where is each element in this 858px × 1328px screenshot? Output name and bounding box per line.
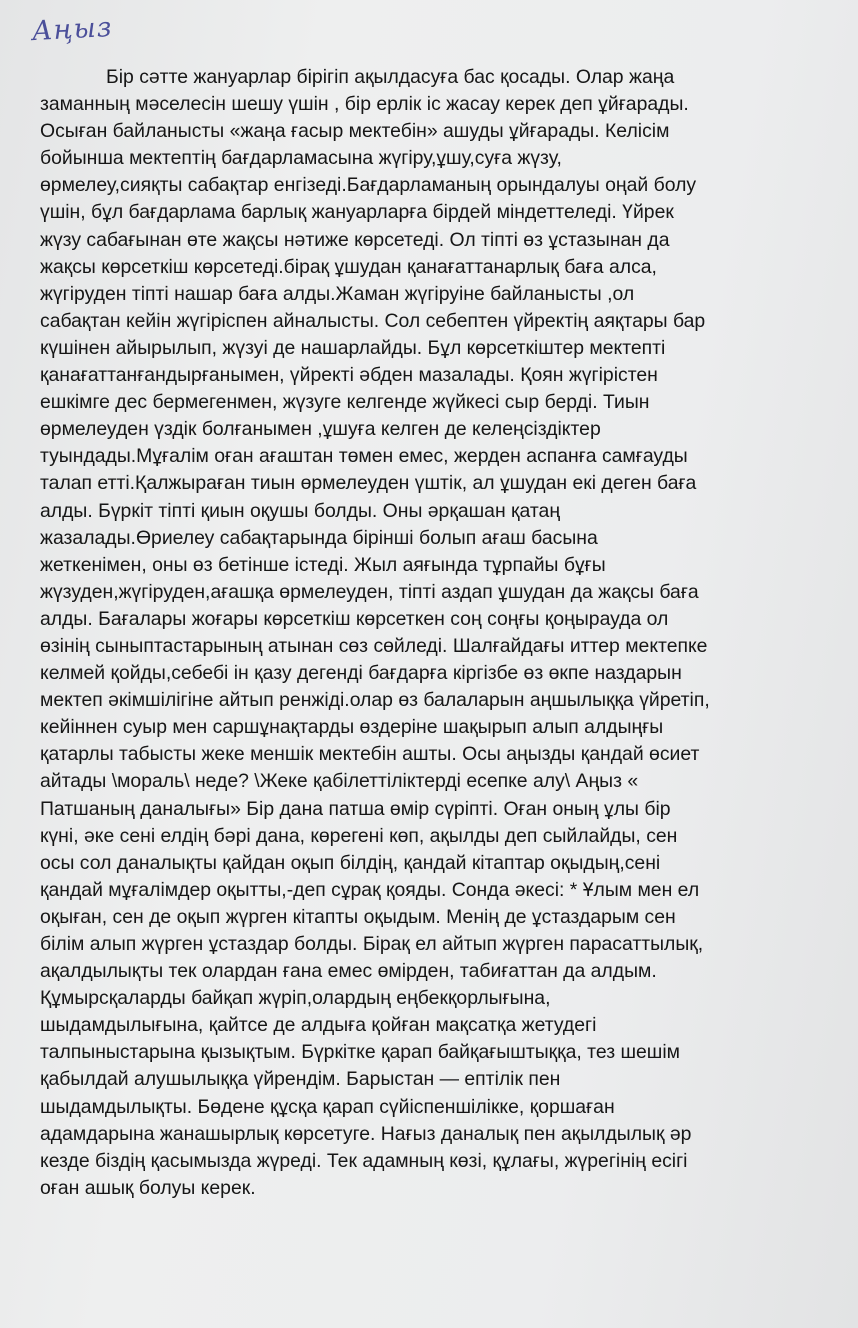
text-line: Құмырсқаларды байқап жүріп,олардың еңбекқорлығына, bbox=[40, 987, 551, 1010]
text-line: мектеп әкімшілігіне айтып ренжіді.олар өз балаларын аңшылыққа үйретіп, bbox=[40, 689, 710, 712]
text-line: білім алып жүрген ұстаздар болды. Бірақ ел айтып жүрген парасаттылық, bbox=[40, 933, 704, 955]
text-line: ешкімге дес бермегенмен, жүзуге келгенде жүйкесі сыр берді. Тиын bbox=[40, 391, 650, 414]
text-line: келмей қойды,себебі ін қазу дегенді бағдарға кіргізбе өз өкпе наздарын bbox=[40, 662, 682, 685]
text-line: осы сол даналықты қайдан оқып білдің, қандай кітаптар оқыдың,сені bbox=[40, 851, 661, 874]
text-line: жүзуден,жүгіруден,ағашқа өрмелеуден, тіпті аздап ұшудан да жақсы баға bbox=[40, 580, 699, 603]
text-line: үшін, бұл бағдарлама барлық жануарларға бірдей міндеттеледі. Үйрек bbox=[40, 201, 674, 224]
text-line: кезде біздің қасымызда жүреді. Тек адамның көзі, құлағы, жүрегінің есігі bbox=[40, 1149, 688, 1172]
text-line: туындады.Мұғалім оған ағаштан төмен емес, жерден аспанға самғауды bbox=[40, 445, 688, 468]
text-line: Осыған байланысты «жаңа ғасыр мектебін» ашуды ұйғарады. Келісім bbox=[40, 120, 670, 143]
text-line: алды. Бүркіт тіпті қиын оқушы болды. Оны әрқашан қатаң bbox=[40, 499, 561, 522]
text-line: қабылдай алушылыққа үйрендім. Барыстан — ептілік пен bbox=[40, 1068, 561, 1091]
text-line: Патшаның даналығы» Бір дана патша өмір сүріпті. Оған оның ұлы бір bbox=[40, 797, 671, 820]
text-line: қатарлы табысты жеке меншік мектебін ашты. Осы аңызды қандай өсиет bbox=[40, 743, 700, 766]
text-line: оған ашық болуы керек. bbox=[40, 1176, 256, 1199]
text-line: сабақтан кейін жүгіріспен айналысты. Сол себептен үйректің аяқтары бар bbox=[40, 309, 706, 332]
text-line: талап етті.Қалжыраған тиын өрмелеуден үштік, ал ұшудан екі деген баға bbox=[40, 472, 697, 495]
text-line: алды. Бағалары жоғары көрсеткіш көрсеткен соң соңғы қоңырауда ол bbox=[40, 607, 669, 630]
text-line: ақалдылықты тек олардан ғана емес өмірден, табиғаттан да алдым. bbox=[40, 960, 657, 983]
text-line: айтады \мораль\ неде? \Жеке қабілеттіліктерді есепке алу\ Аңыз « bbox=[40, 770, 639, 793]
text-line: жазалады.Өриелеу сабақтарында бірінші болып ағаш басына bbox=[40, 526, 598, 549]
text-line: шыдамдылықты. Бөдене құсқа қарап сүйіспеншілікке, қоршаған bbox=[40, 1095, 615, 1118]
text-line: өрмелеу,сияқты сабақтар енгізеді.Бағдарламаның орындалуы оңай болу bbox=[40, 174, 697, 197]
text-line: Бір сәтте жануарлар бірігіп ақылдасуға бас қосады. Олар жаңа bbox=[106, 66, 675, 88]
text-line: қанағаттанғандырғанымен, үйректі әбден мазалады. Қоян жүгірістен bbox=[40, 364, 658, 387]
text-line: жүзу сабағынан өте жақсы нәтиже көрсетеді. Ол тіпті өз ұстазынан да bbox=[40, 228, 670, 251]
text-line: өрмелеуден үздік болғанымен ,ұшуға келген де келеңсіздіктер bbox=[40, 418, 601, 441]
text-line: бойынша мектептің бағдарламасына жүгіру,ұшу,суға жүзу, bbox=[40, 147, 562, 170]
text-line: талпыныстарына қызықтым. Бүркітке қарап байқағыштыққа, тез шешім bbox=[40, 1041, 681, 1064]
text-line: күшінен айырылып, жүзуі де нашарлайды. Бұл көрсеткіштер мектепті bbox=[40, 336, 666, 359]
text-line: заманның мәселесін шешу үшін , бір ерлік іс жасау керек деп ұйғарады. bbox=[40, 93, 689, 116]
text-line: жеткенімен, оны өз бетінше істеді. Жыл аяғында тұрпайы бұғы bbox=[40, 553, 606, 576]
text-line: адамдарына жанашырлық көрсетуге. Нағыз даналық пен ақылдылық әр bbox=[40, 1122, 692, 1145]
text-line: күні, әке сені елдің бәрі дана, көрегені көп, ақылды деп сыйлайды, сен bbox=[40, 824, 678, 847]
text-line: кейіннен суыр мен саршұнақтарды өздеріне шақырып алып алдыңғы bbox=[40, 716, 664, 739]
text-line: жақсы көрсеткіш көрсетеді.бірақ ұшудан қанағаттанарлық баға алса, bbox=[40, 255, 657, 278]
text-line: өзінің сыныптастарының атынан сөз сөйледі. Шалғайдағы иттер мектепке bbox=[40, 634, 708, 657]
text-line: оқыған, сен де оқып жүрген кітапты оқыдым. Менің де ұстаздарым сен bbox=[40, 905, 676, 928]
text-line: жүгіруден тіпті нашар баға алды.Жаман жүгіруіне байланысты ,ол bbox=[40, 282, 635, 305]
text-line: қандай мұғалімдер оқытты,-деп сұрақ қояды. Сонда әкесі: * Ұлым мен ел bbox=[40, 878, 700, 901]
text-line: шыдамдылығына, қайтсе де алдыға қойған мақсатқа жетудегі bbox=[40, 1014, 597, 1037]
body-text bbox=[40, 64, 840, 1202]
handwritten-annotation: Аңыз bbox=[31, 11, 114, 48]
